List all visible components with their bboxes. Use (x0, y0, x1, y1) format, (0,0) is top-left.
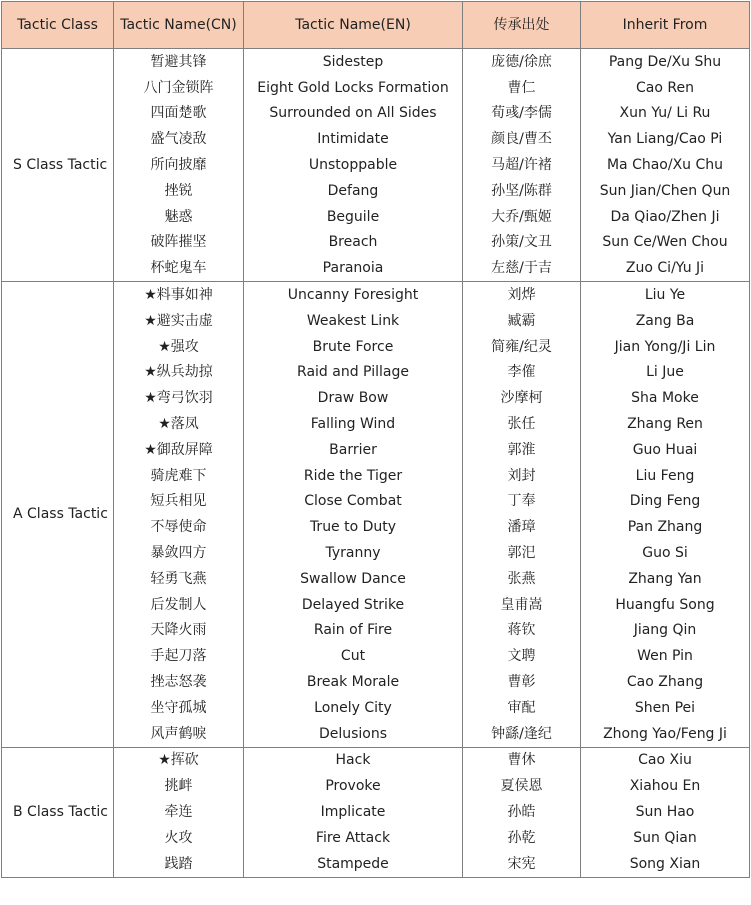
tactic-name-cn-cell: 火攻 (114, 825, 244, 851)
inherit-source-cn-cell: 荀彧/李儒 (463, 101, 581, 127)
tactic-name-en-cell: Paranoia (244, 255, 463, 281)
inherit-from-cell: Wen Pin (581, 643, 750, 669)
table-row (2, 851, 750, 877)
header-tactic-name-en: Tactic Name(EN) (244, 2, 463, 49)
inherit-from-cell: Song Xian (581, 851, 750, 877)
inherit-from-cell: Guo Huai (581, 437, 750, 463)
inherit-source-cn-cell: 皇甫嵩 (463, 592, 581, 618)
table-row (2, 669, 750, 695)
tactic-name-en-cell: Lonely City (244, 695, 463, 721)
table-row (2, 360, 750, 386)
inherit-source-cn-cell: 孙坚/陈群 (463, 178, 581, 204)
inherit-source-cn-cell: 潘璋 (463, 514, 581, 540)
table-row (2, 799, 750, 825)
tactic-class-cell: S Class Tactic (2, 49, 114, 282)
tactic-name-cn-cell: 风声鹤唳 (114, 721, 244, 747)
inherit-source-cn-cell: 曹仁 (463, 75, 581, 101)
tactic-name-cn-cell: 杯蛇鬼车 (114, 255, 244, 281)
tactic-name-en-cell: Beguile (244, 204, 463, 230)
inherit-source-cn-cell: 丁奉 (463, 489, 581, 515)
inherit-from-cell: Jian Yong/Ji Lin (581, 334, 750, 360)
inherit-source-cn-cell: 沙摩柯 (463, 385, 581, 411)
tactic-name-en-cell: Tyranny (244, 540, 463, 566)
inherit-from-cell: Cao Zhang (581, 669, 750, 695)
tactic-name-cn-cell: 轻勇飞燕 (114, 566, 244, 592)
tactic-name-en-cell: Swallow Dance (244, 566, 463, 592)
inherit-from-cell: Cao Ren (581, 75, 750, 101)
inherit-source-cn-cell: 刘烨 (463, 282, 581, 308)
tactic-name-en-cell: Surrounded on All Sides (244, 101, 463, 127)
table-row (2, 437, 750, 463)
inherit-from-cell: Zhong Yao/Feng Ji (581, 721, 750, 747)
tactic-name-cn-cell: ★料事如神 (114, 282, 244, 308)
tactic-name-en-cell: Provoke (244, 773, 463, 799)
inherit-source-cn-cell: 宋宪 (463, 851, 581, 877)
inherit-source-cn-cell: 张燕 (463, 566, 581, 592)
inherit-source-cn-cell: 蒋钦 (463, 618, 581, 644)
inherit-source-cn-cell: 曹休 (463, 747, 581, 773)
tactic-name-en-cell: Rain of Fire (244, 618, 463, 644)
tactics-table (1, 1, 750, 878)
inherit-source-cn-cell: 夏侯恩 (463, 773, 581, 799)
inherit-from-cell: Sha Moke (581, 385, 750, 411)
tactic-name-cn-cell: ★强攻 (114, 334, 244, 360)
table-row (2, 566, 750, 592)
inherit-source-cn-cell: 孙策/文丑 (463, 230, 581, 256)
inherit-source-cn-cell: 马超/许褚 (463, 152, 581, 178)
table-row (2, 152, 750, 178)
tactic-name-cn-cell: ★落凤 (114, 411, 244, 437)
tactic-name-en-cell: Draw Bow (244, 385, 463, 411)
inherit-from-cell: Li Jue (581, 360, 750, 386)
inherit-source-cn-cell: 郭淮 (463, 437, 581, 463)
inherit-from-cell: Zhang Ren (581, 411, 750, 437)
tactic-name-cn-cell: 挑衅 (114, 773, 244, 799)
tactic-name-en-cell: Break Morale (244, 669, 463, 695)
inherit-from-cell: Ding Feng (581, 489, 750, 515)
table-row (2, 308, 750, 334)
inherit-from-cell: Xun Yu/ Li Ru (581, 101, 750, 127)
tactic-name-en-cell: Ride the Tiger (244, 463, 463, 489)
inherit-source-cn-cell: 刘封 (463, 463, 581, 489)
tactic-name-en-cell: Weakest Link (244, 308, 463, 334)
tactic-name-cn-cell: 暂避其锋 (114, 49, 244, 75)
header-inherit-source-cn: 传承出处 (463, 2, 581, 49)
table-body (2, 49, 750, 878)
inherit-source-cn-cell: 文聘 (463, 643, 581, 669)
tactic-name-cn-cell: 四面楚歌 (114, 101, 244, 127)
inherit-source-cn-cell: 大乔/甄姬 (463, 204, 581, 230)
tactic-name-cn-cell: 盛气凌敌 (114, 126, 244, 152)
inherit-from-cell: Sun Qian (581, 825, 750, 851)
tactic-name-en-cell: Close Combat (244, 489, 463, 515)
table-row (2, 721, 750, 747)
tactic-name-en-cell: Brute Force (244, 334, 463, 360)
table-row (2, 282, 750, 308)
tactic-class-cell: A Class Tactic (2, 282, 114, 747)
table-row (2, 773, 750, 799)
table-row (2, 540, 750, 566)
tactic-name-cn-cell: 坐守孤城 (114, 695, 244, 721)
inherit-from-cell: Pang De/Xu Shu (581, 49, 750, 75)
tactic-name-cn-cell: ★御敌屏障 (114, 437, 244, 463)
table-row (2, 463, 750, 489)
table-row (2, 695, 750, 721)
tactic-name-cn-cell: 八门金锁阵 (114, 75, 244, 101)
table-row (2, 126, 750, 152)
inherit-from-cell: Zang Ba (581, 308, 750, 334)
table-row (2, 255, 750, 281)
tactic-name-en-cell: Implicate (244, 799, 463, 825)
tactic-name-en-cell: Cut (244, 643, 463, 669)
inherit-from-cell: Jiang Qin (581, 618, 750, 644)
tactic-name-en-cell: Raid and Pillage (244, 360, 463, 386)
inherit-from-cell: Liu Ye (581, 282, 750, 308)
tactic-name-cn-cell: 后发制人 (114, 592, 244, 618)
inherit-from-cell: Sun Hao (581, 799, 750, 825)
tactic-name-cn-cell: 手起刀落 (114, 643, 244, 669)
table-row (2, 385, 750, 411)
inherit-source-cn-cell: 臧霸 (463, 308, 581, 334)
inherit-from-cell: Yan Liang/Cao Pi (581, 126, 750, 152)
tactic-name-en-cell: Barrier (244, 437, 463, 463)
tactic-name-cn-cell: 破阵摧坚 (114, 230, 244, 256)
tactic-name-cn-cell: 践踏 (114, 851, 244, 877)
inherit-source-cn-cell: 郭汜 (463, 540, 581, 566)
tactic-name-en-cell: Defang (244, 178, 463, 204)
tactic-name-cn-cell: 魅惑 (114, 204, 244, 230)
tactic-name-en-cell: Delayed Strike (244, 592, 463, 618)
header-row (2, 2, 750, 49)
tactic-name-cn-cell: 所向披靡 (114, 152, 244, 178)
inherit-from-cell: Xiahou En (581, 773, 750, 799)
tactic-name-cn-cell: 骑虎难下 (114, 463, 244, 489)
tactic-name-en-cell: Hack (244, 747, 463, 773)
table-row (2, 230, 750, 256)
table-row (2, 411, 750, 437)
tactic-name-cn-cell: ★挥砍 (114, 747, 244, 773)
tactic-name-cn-cell: 挫志怒袭 (114, 669, 244, 695)
table-row (2, 747, 750, 773)
header-inherit-from: Inherit From (581, 2, 750, 49)
inherit-source-cn-cell: 孙乾 (463, 825, 581, 851)
inherit-source-cn-cell: 钟繇/逢纪 (463, 721, 581, 747)
inherit-from-cell: Sun Ce/Wen Chou (581, 230, 750, 256)
header-tactic-class: Tactic Class (2, 2, 114, 49)
inherit-from-cell: Zhang Yan (581, 566, 750, 592)
inherit-from-cell: Da Qiao/Zhen Ji (581, 204, 750, 230)
inherit-from-cell: Ma Chao/Xu Chu (581, 152, 750, 178)
table-row (2, 825, 750, 851)
tactic-name-cn-cell: 牵连 (114, 799, 244, 825)
tactic-name-cn-cell: ★避实击虚 (114, 308, 244, 334)
tactic-name-en-cell: Breach (244, 230, 463, 256)
table-row (2, 178, 750, 204)
tactic-name-en-cell: True to Duty (244, 514, 463, 540)
table-row (2, 75, 750, 101)
inherit-source-cn-cell: 左慈/于吉 (463, 255, 581, 281)
tactic-name-cn-cell: 暴敛四方 (114, 540, 244, 566)
header-tactic-name-cn: Tactic Name(CN) (114, 2, 244, 49)
inherit-from-cell: Liu Feng (581, 463, 750, 489)
table-row (2, 618, 750, 644)
tactic-class-cell: B Class Tactic (2, 747, 114, 877)
table-row (2, 49, 750, 75)
inherit-from-cell: Guo Si (581, 540, 750, 566)
inherit-from-cell: Shen Pei (581, 695, 750, 721)
inherit-source-cn-cell: 张任 (463, 411, 581, 437)
inherit-from-cell: Cao Xiu (581, 747, 750, 773)
inherit-from-cell: Pan Zhang (581, 514, 750, 540)
inherit-source-cn-cell: 曹彰 (463, 669, 581, 695)
table-row (2, 334, 750, 360)
table-row (2, 489, 750, 515)
inherit-source-cn-cell: 简雍/纪灵 (463, 334, 581, 360)
inherit-source-cn-cell: 审配 (463, 695, 581, 721)
table-row (2, 643, 750, 669)
tactic-name-cn-cell: 短兵相见 (114, 489, 244, 515)
table-header (2, 2, 750, 49)
tactic-name-cn-cell: ★纵兵劫掠 (114, 360, 244, 386)
tactic-name-cn-cell: ★弯弓饮羽 (114, 385, 244, 411)
table-row (2, 101, 750, 127)
tactic-name-en-cell: Intimidate (244, 126, 463, 152)
table-row (2, 592, 750, 618)
inherit-source-cn-cell: 孙皓 (463, 799, 581, 825)
tactic-name-en-cell: Delusions (244, 721, 463, 747)
tactic-name-cn-cell: 天降火雨 (114, 618, 244, 644)
tactic-name-en-cell: Uncanny Foresight (244, 282, 463, 308)
inherit-source-cn-cell: 颜良/曹丕 (463, 126, 581, 152)
tactic-name-en-cell: Stampede (244, 851, 463, 877)
table-row (2, 204, 750, 230)
tactic-name-en-cell: Fire Attack (244, 825, 463, 851)
tactic-name-en-cell: Sidestep (244, 49, 463, 75)
tactic-name-en-cell: Unstoppable (244, 152, 463, 178)
inherit-from-cell: Zuo Ci/Yu Ji (581, 255, 750, 281)
tactic-name-cn-cell: 挫锐 (114, 178, 244, 204)
tactic-name-cn-cell: 不辱使命 (114, 514, 244, 540)
inherit-source-cn-cell: 李傕 (463, 360, 581, 386)
table-row (2, 514, 750, 540)
inherit-from-cell: Huangfu Song (581, 592, 750, 618)
tactic-name-en-cell: Eight Gold Locks Formation (244, 75, 463, 101)
tactic-name-en-cell: Falling Wind (244, 411, 463, 437)
inherit-source-cn-cell: 庞德/徐庶 (463, 49, 581, 75)
inherit-from-cell: Sun Jian/Chen Qun (581, 178, 750, 204)
